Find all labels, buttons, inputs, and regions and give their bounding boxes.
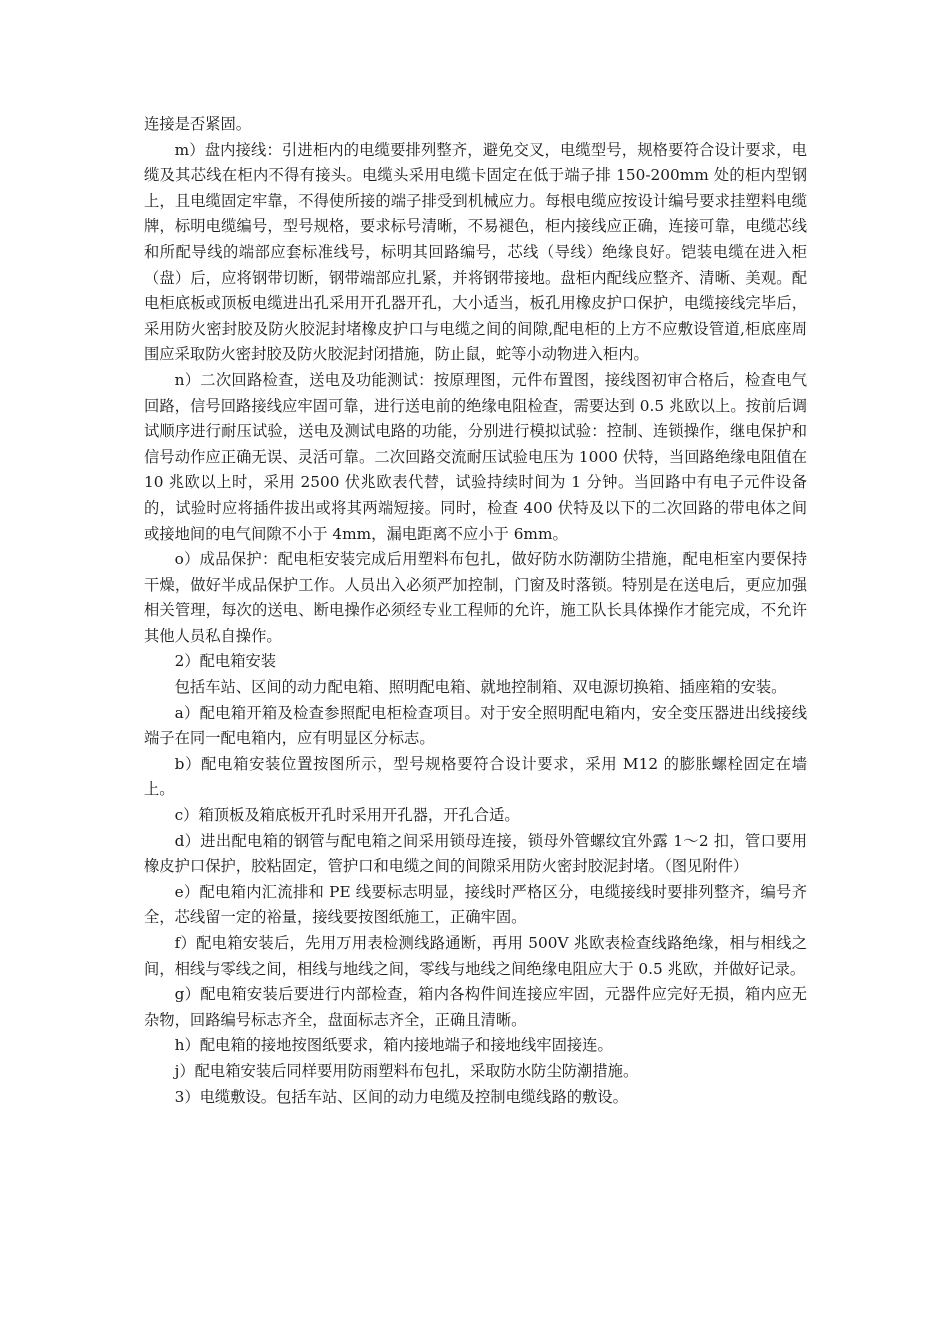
paragraph-o-product-protection: o）成品保护：配电柜安装完成后用塑料布包扎，做好防水防潮防尘措施，配电柜室内要保持干燥，做好半成品保护工作。人员出入必须严加控制，门窗及时落锁。特别是在送电后，更应加强相关管理，每次的送电、断电操作必须经专业工程师的允许，施工队长具体操作才能完成，不允许其他人员私自操作。 bbox=[144, 550, 807, 645]
paragraph-c-hole-cutting: c）箱顶板及箱底板开孔时采用开孔器，开孔合适。 bbox=[174, 806, 520, 825]
section-heading-distribution-box: 2）配电箱安装 bbox=[174, 652, 277, 671]
paragraph-scope: 包括车站、区间的动力配电箱、照明配电箱、就地控制箱、双电源切换箱、插座箱的安装。 bbox=[174, 678, 787, 697]
section-heading-cable-laying: 3）电缆敷设。包括车站、区间的动力电缆及控制电缆线路的敷设。 bbox=[174, 1087, 628, 1106]
paragraph-f-insulation-test: f）配电箱安装后，先用万用表检测线路通断，再用 500V 兆欧表检查线路绝缘，相与相线之间，相线与零线之间，相线与地线之间，零线与地线之间绝缘电阻应大于 0.5 兆欧，并做好记录。 bbox=[144, 934, 807, 978]
paragraph-e-busbar-pe: e）配电箱内汇流排和 PE 线要标志明显，接线时严格区分，电缆接线时要排列整齐，编号齐全，芯线留一定的裕量，接线要按图纸施工，正确牢固。 bbox=[144, 882, 807, 927]
paragraph-continuation: 连接是否紧固。 bbox=[144, 115, 252, 133]
paragraph-j-weather-protection: j）配电箱安装后同样要用防雨塑料布包扎，采取防水防尘防潮措施。 bbox=[174, 1061, 639, 1080]
paragraph-g-internal-check: g）配电箱安装后要进行内部检查，箱内各构件间连接应牢固，元器件应完好无损，箱内应无杂物，回路编号标志齐全，盘面标志齐全，正确且清晰。 bbox=[144, 985, 807, 1029]
document-body bbox=[144, 112, 807, 1110]
paragraph-d-conduit-connection: d）进出配电箱的钢管与配电箱之间采用锁母连接，锁母外管螺纹宜外露 1～2 扣，管口要用橡皮护口保护，胶粘固定，管护口和电缆之间的间隙采用防火密封胶泥封堵。（图见附件） bbox=[144, 831, 807, 876]
paragraph-b-installation-position: b）配电箱安装位置按图所示，型号规格要符合设计要求，采用 M12 的膨胀螺栓固定在墙上。 bbox=[144, 754, 807, 799]
paragraph-n-secondary-circuit-test: n）二次回路检查，送电及功能测试：按原理图，元件布置图，接线图初审合格后，检查电气回路，信号回路接线应牢固可靠，进行送电前的绝缘电阻检查，需要达到 0.5 兆欧以上。按前后调试顺序进行耐压试验，送电及测试电路的功能，分别进行模拟试验：控制、连锁操作，继电保护和信号动作应正确无误、灵活可靠。二次回路交流耐压试验电压为 1000 伏特，当回路绝缘电阻值在 10 兆欧以上时，采用 2500 伏兆欧表代替，试验持续时间为 1 分钟。当回路中有电子元件设备的，试验时应将插件拔出或将其两端短接。同时，检查 400 伏特及以下的二次回路的带电体之间或接地间的电气间隙不小于 4mm，漏电距离不应小于 6mm。 bbox=[144, 370, 807, 543]
paragraph-m-panel-wiring: m）盘内接线：引进柜内的电缆要排列整齐，避免交叉，电缆型号，规格要符合设计要求，电缆及其芯线在柜内不得有接头。电缆头采用电缆卡固定在低于端子排 150-200mm 处的柜内型钢上，且电缆固定牢靠，不得使所接的端子排受到机械应力。每根电缆应按设计编号要求挂塑料电缆牌，标明电缆编号，型号规格，要求标号清晰，不易褪色，柜内接线应正确，连接可靠，电缆芯线和所配导线的端部应套标准线号，标明其回路编号，芯线（导线）绝缘良好。铠装电缆在进入柜（盘）后，应将钢带切断，钢带端部应扎紧，并将钢带接地。盘柜内配线应整齐、清晰、美观。配电柜底板或顶板电缆进出孔采用开孔器开孔，大小适当，板孔用橡皮护口保护，电缆接线完毕后，采用防火密封胶及防火胶泥封堵橡皮护口与电缆之间的间隙,配电柜的上方不应敷设管道,柜底座周围应采取防火密封胶及防火胶泥封闭措施，防止鼠，蛇等小动物进入柜内。 bbox=[144, 140, 807, 364]
paragraph-a-unpacking-inspection: a）配电箱开箱及检查参照配电柜检查项目。对于安全照明配电箱内，安全变压器进出线接线端子在同一配电箱内，应有明显区分标志。 bbox=[144, 703, 807, 748]
paragraph-h-grounding: h）配电箱的接地按图纸要求，箱内接地端子和接地线牢固接连。 bbox=[174, 1036, 613, 1055]
